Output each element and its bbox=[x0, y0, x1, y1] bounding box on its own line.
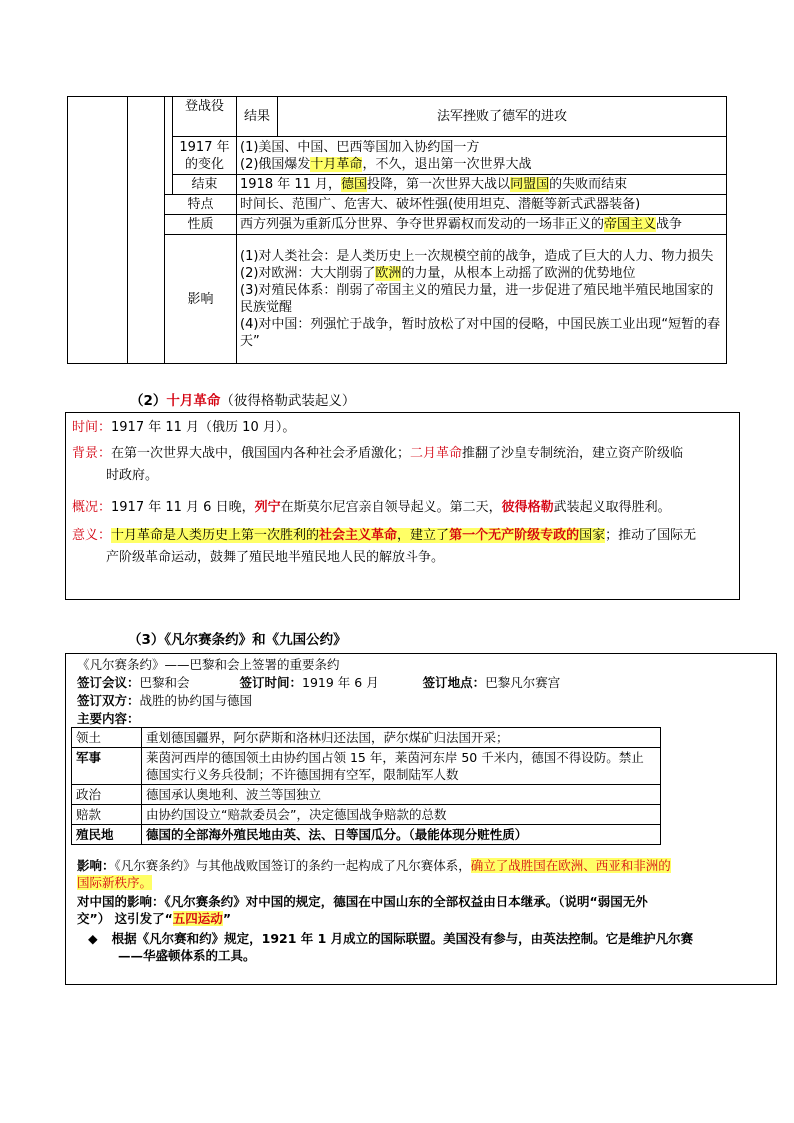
content-label: 主要内容： bbox=[77, 711, 140, 726]
october-revolution-box bbox=[65, 412, 740, 600]
change-1917-value: (1)美国、中国、巴西等国加入协约国一方 (2)俄国爆发十月革命，不久，退出第一次世界大战 bbox=[237, 137, 727, 175]
significance-line: 意义：十月革命是人类历史上第一次胜利的社会主义革命，建立了第一个无产阶级专政的国家；推动了国际无 产阶级革命运动，鼓舞了殖民地半殖民地人民的解放斗争。 bbox=[72, 528, 697, 565]
section3-title: （3）《凡尔赛条约》和《九国公约》 bbox=[128, 632, 347, 648]
diamond-bullet-icon: ◆ bbox=[88, 931, 98, 946]
league-bullet: ◆ 根据《凡尔赛和约》规定，1921 年 1 月成立的国际联盟。美国没有参与，由英法控制。它是维护凡尔赛 ——华盛顿体系的工具。 bbox=[88, 931, 694, 963]
overview-line: 概况：1917 年 11 月 6 日晚，列宁在斯莫尔尼宫亲自领导起义。第二天，彼得格勒武装起义取得胜利。 bbox=[72, 500, 671, 515]
change-1917-label: 1917 年 的变化 bbox=[173, 137, 237, 175]
highlight-october-revolution: 十月革命 bbox=[310, 156, 363, 172]
section2-title: （2）十月革命（彼得格勒武装起义） bbox=[130, 393, 356, 409]
ww1-summary-table bbox=[67, 96, 727, 364]
versailles-treaty-box bbox=[65, 653, 777, 985]
treaty-content-table bbox=[71, 727, 661, 845]
impact-value: (1)对人类社会：是人类历史上一次规模空前的战争，造成了巨大的人力、物力损失 (2)对欧洲：大大削弱了欧洲的力量，从根本上动摇了欧洲的优势地位 (3)对殖民体系：削弱了帝国主义的殖民力量，进一步促进了殖民地半殖民地国家的民族觉醒 (4)对中国：列强忙于战争，暂时放松了对中国的侵略，中国民族工业出现“短暂的春天” bbox=[237, 235, 727, 364]
background-line: 背景：在第一次世界大战中，俄国国内各种社会矛盾激化；二月革命推翻了沙皇专制统治，建立资产阶级临 时政府。 bbox=[72, 446, 684, 483]
impact-label: 影响 bbox=[165, 235, 237, 364]
table-row: 政治 德国承认奥地利、波兰等国独立 bbox=[72, 785, 661, 805]
feature-label: 特点 bbox=[165, 195, 237, 215]
nature-value: 西方列强为重新瓜分世界、争夺世界霸权而发动的一场非正义的帝国主义战争 bbox=[237, 215, 727, 235]
table-row: 军事 莱茵河西岸的德国领土由协约国占领 15 年，莱茵河东岸 50 千米内，德国不得设防。禁止德国实行义务兵役制；不许德国拥有空军，限制陆军人数 bbox=[72, 748, 661, 785]
feature-value: 时间长、范围广、危害大、破坏性强(使用坦克、潜艇等新式武器装备) bbox=[237, 195, 727, 215]
nature-label: 性质 bbox=[165, 215, 237, 235]
conference-line: 签订会议：巴黎和会 签订时间：1919 年 6 月 签订地点：巴黎凡尔赛宫 bbox=[77, 675, 561, 690]
result-label: 结果 bbox=[237, 97, 278, 137]
end-value: 1918 年 11 月，德国投降，第一次世界大战以同盟国的失败而结束 bbox=[237, 175, 727, 195]
table-row: 赔款 由协约国设立“赔款委员会”，决定德国战争赔款的总数 bbox=[72, 805, 661, 825]
impact-line: 影响：《凡尔赛条约》与其他战败国签订的条约一起构成了凡尔赛体系，确立了战胜国在欧洲、西亚和非洲的 国际新秩序。 bbox=[77, 858, 671, 890]
time-line: 时间：1917 年 11 月（俄历 10 月）。 bbox=[72, 420, 296, 435]
table-row: 领土 重划德国疆界，阿尔萨斯和洛林归还法国，萨尔煤矿归法国开采； bbox=[72, 728, 661, 748]
china-impact-line: 对中国的影响：《凡尔赛条约》对中国的规定，德国在中国山东的全部权益由日本继承。（说明“弱国无外 交”） 这引发了“五四运动” bbox=[77, 894, 648, 926]
result-value: 法军挫败了德军的进攻 bbox=[278, 97, 727, 137]
battle-label: 登战役 bbox=[173, 97, 237, 137]
highlight-may-fourth: 五四运动 bbox=[172, 911, 223, 926]
end-label: 结束 bbox=[173, 175, 237, 195]
table-row: 殖民地 德国的全部海外殖民地由英、法、日等国瓜分。（最能体现分赃性质） bbox=[72, 825, 661, 845]
parties-line: 签订双方：战胜的协约国与德国 bbox=[77, 693, 253, 708]
treaty-heading: 《凡尔赛条约》——巴黎和会上签署的重要条约 bbox=[77, 657, 340, 672]
